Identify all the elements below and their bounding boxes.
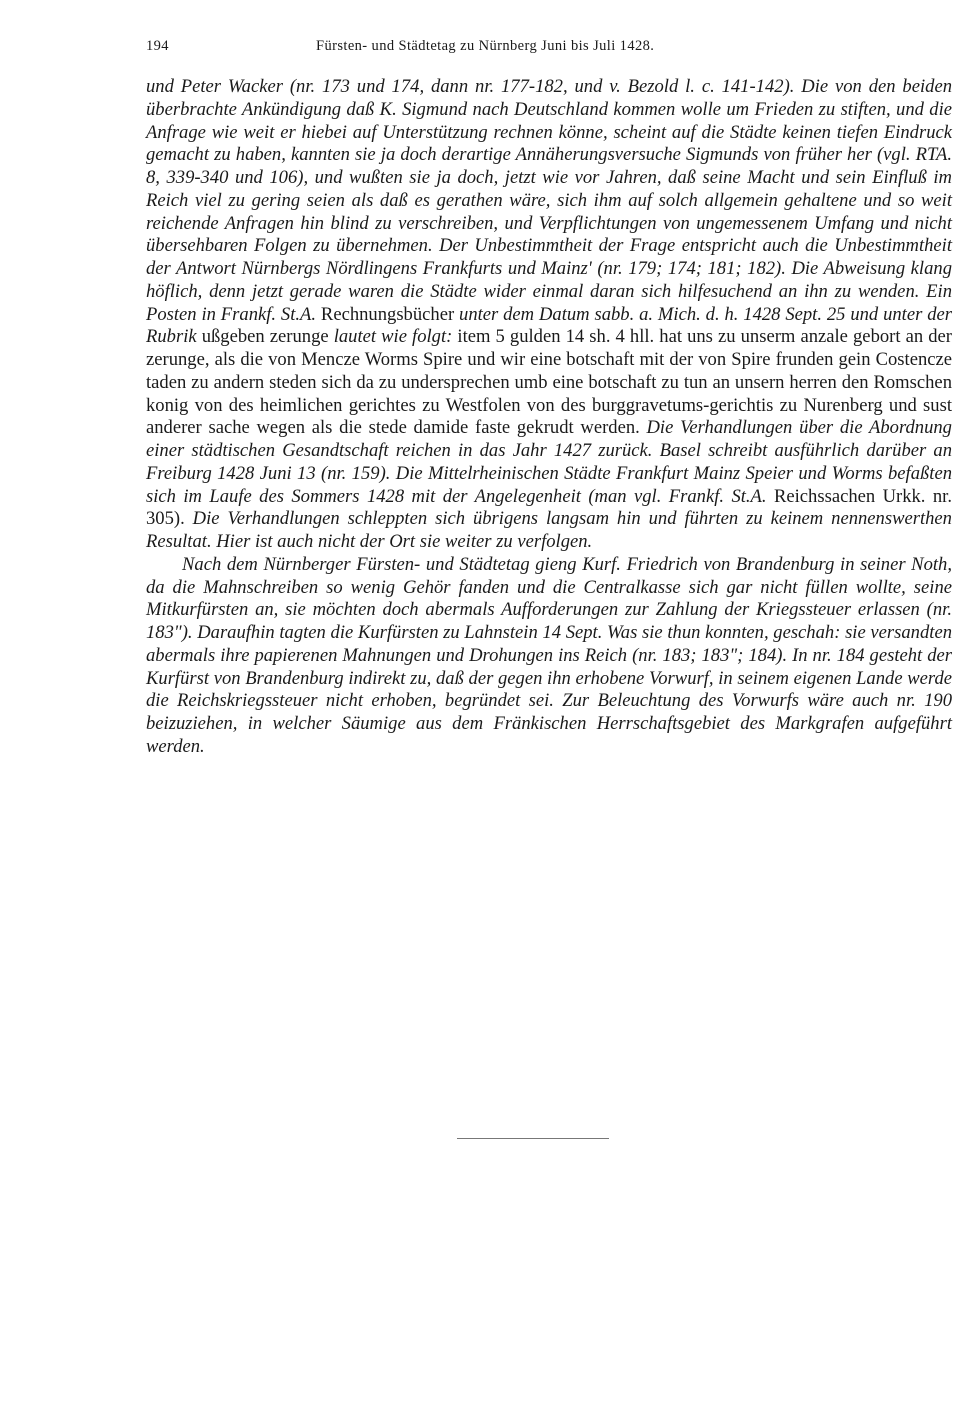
text-span: Reichssachen Urkk. nr. 305). xyxy=(146,485,952,530)
page xyxy=(146,38,952,759)
running-head xyxy=(146,38,952,62)
paragraph xyxy=(146,76,952,554)
paragraph xyxy=(146,554,952,759)
end-rule xyxy=(457,1138,609,1139)
text-span: Nach dem Nürnberger Fürsten- und Städtetag gieng Kurf. Friedrich von Brandenburg in seiner Noth, da die Mahnschreiben so wenig Gehör fanden und die Centralkasse sich gar nicht füllen wollte, seine Mitkurfürsten an, sie möchten doch abermals Aufforderungen zur Zahlung der Kriegssteuer erlassen (nr. 183"). Daraufhin tagten die Kurfürsten zu Lahnstein 14 Sept. Was sie thun konnten, geschah: sie versandten abermals ihre papierenen Mahnungen und Drohungen ins Reich (nr. 183; 183"; 184). In nr. 184 gesteht der Kurfürst von Brandenburg indirekt zu, daß der gegen ihn erhobene Vorwurf, in seinem eigenen Lande werde die Reichskriegssteuer nicht erhoben, begründet sei. Zur Beleuchtung des Vorwurfs wäre auch nr. 190 beizuziehen, in welcher Säumige aus dem Fränkischen Herrschaftsgebiet des Markgrafen aufgeführt werden. xyxy=(146,553,952,757)
text-span: Die Verhandlungen schleppten sich übrigens langsam hin und führten zu keinem nennenswerthen Resultat. Hier ist auch nicht der Ort sie weiter zu verfolgen. xyxy=(146,508,952,552)
body-text xyxy=(146,76,952,759)
text-span: item 5 gulden 14 sh. 4 hll. hat uns zu unserm anzale gebort an der zerunge, als die von Mencze Worms Spire und wir eine botschaft mit der von Spire frunden gein Costencze taden zu andern steden sich da zu undersprechen umb eine botschaft zu tun an unsern herren den Romschen konig von des heimlichen gerichtes zu Westfolen von des burggravetums-gerichtis zu Nurenberg und sust anderer sache wegen als die stede damide faste gekrudt werden. xyxy=(146,326,952,439)
text-span: Rechnungsbücher xyxy=(320,303,460,325)
text-span: und Peter Wacker (nr. 173 und 174, dann nr. 177-182, und v. Bezold l. c. 141-142). Die von den beiden überbrachte Ankündigung daß K. Sigmund nach Deutschland kommen wolle um Frieden zu stiften, und die Anfrage wie weit er hiebei auf Unterstützung rechnen könne, scheint auf die Städte keinen tiefen Eindruck gemacht zu haben, kannten sie ja doch derartige Annäherungsversuche Sigmunds von früher her (vgl. RTA. 8, 339-340 und 106), und wußten sie ja doch, jetzt wie vor Jahren, daß seine Macht und sein Einfluß im Reich viel zu gering seien als daß es gerathen wäre, sich ihm auf solch allgemein gehaltene und so weit reichende Anfragen hin blind zu verschreiben, und Verpflichtungen von ungemessenem Umfang und nicht übersehbaren Folgen zu übernehmen. Der Unbestimmtheit der Frage entspricht auch die Unbestimmtheit der Antwort Nürnbergs Nördlingens Frankfurts und Mainz' (nr. 179; 174; 181; 182). Die Abweisung klang höflich, denn jetzt gerade waren die Städte wider einmal daran sich hilfesuchend an ihn zu wenden. Ein Posten in Frankf. St.A. xyxy=(146,76,952,325)
text-span: unter dem Datum sabb. a. Mich. d. h. 1428 Sept. 25 und unter der Rubrik xyxy=(146,303,952,348)
running-head-title: Fürsten- und Städtetag zu Nürnberg Juni bis Juli 1428. xyxy=(316,38,655,54)
text-span: Die Verhandlungen über die Abordnung einer städtischen Gesandtschaft reichen in das Jahr 1427 zurück. Basel schreibt ausführlich darüber an Freiburg 1428 Juni 13 (nr. 159). Die Mittelrheinischen Städte Frankfurt Mainz Speier und Worms befaßten sich im Laufe des Sommers 1428 mit der Angelegenheit (man vgl. Frankf. St.A. xyxy=(146,417,952,507)
text-span: ußgeben zerunge xyxy=(201,326,334,348)
page-number: 194 xyxy=(146,38,169,54)
text-span: lautet wie folgt: xyxy=(333,326,458,348)
